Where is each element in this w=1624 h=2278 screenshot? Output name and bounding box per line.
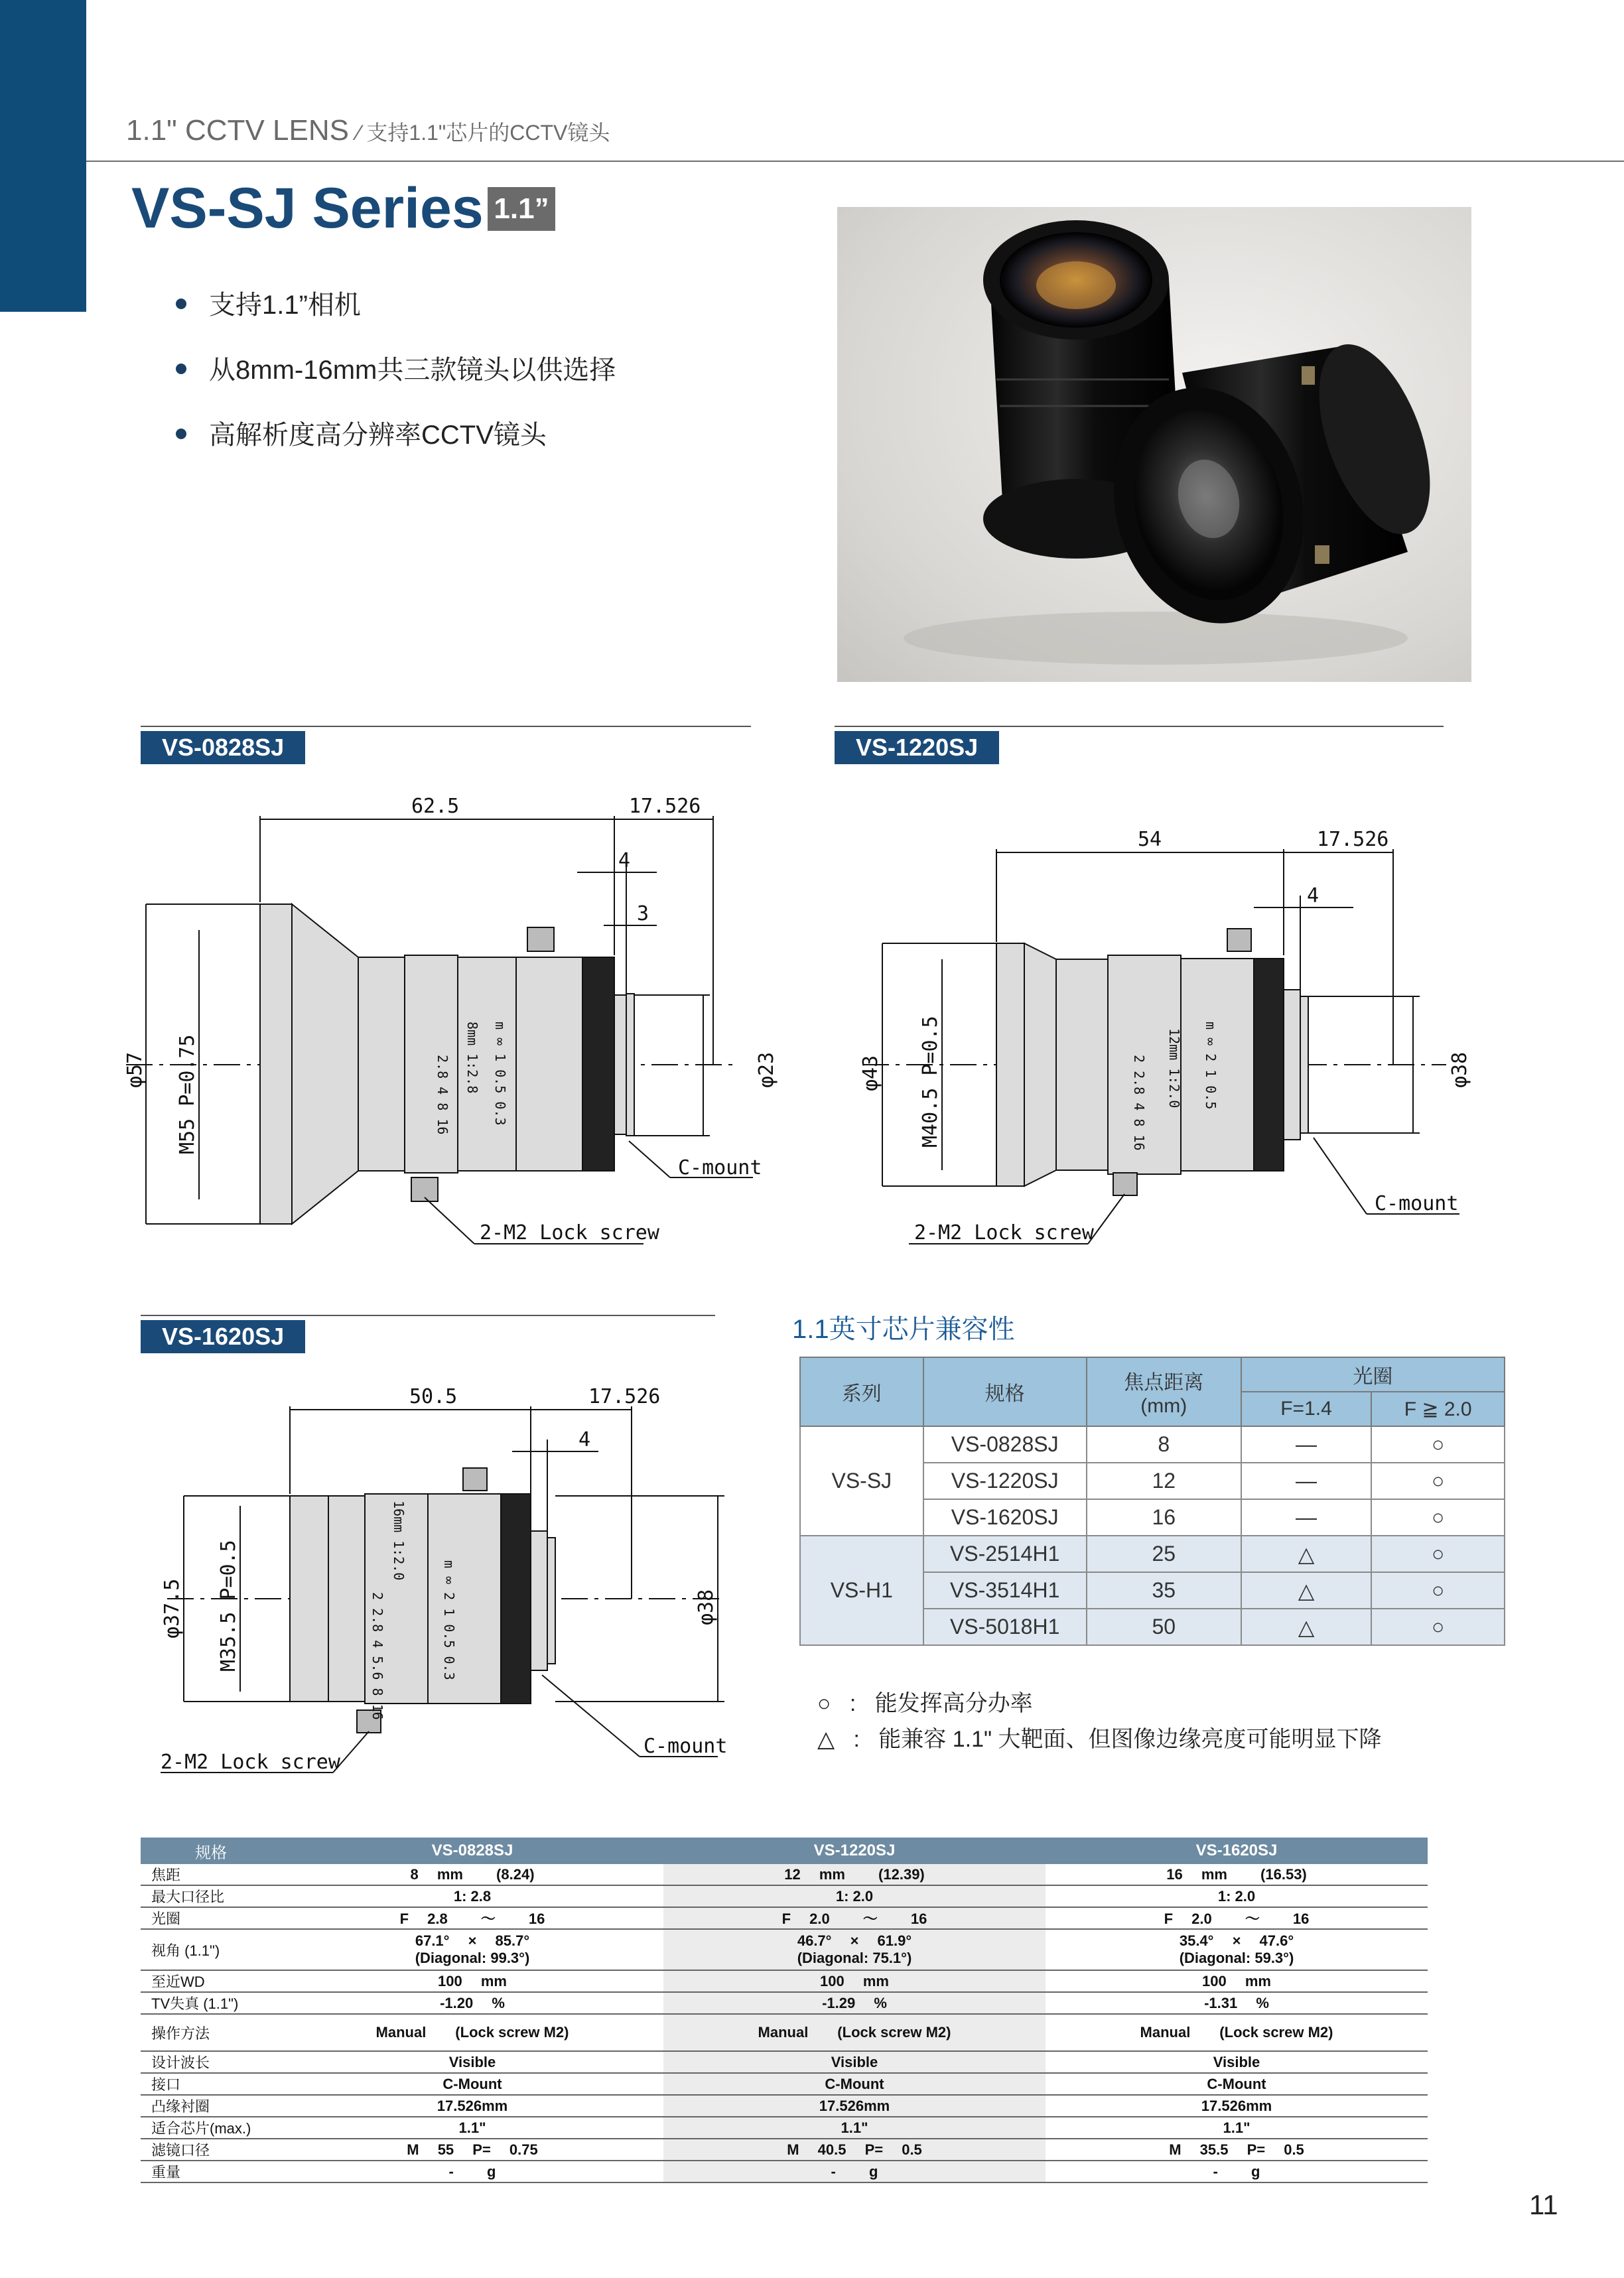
compat-f20: ○: [1371, 1572, 1505, 1609]
front-barrel: [290, 1496, 328, 1702]
spec-value: M 40.5 P= 0.5: [663, 2139, 1046, 2161]
compat-title: 1.1英寸芯片兼容性: [792, 1315, 1015, 1344]
dim-thread: M40.5 P=0.5: [919, 1016, 942, 1148]
header-title: 1.1" CCTV LENS: [126, 114, 349, 147]
compat-focal: 35: [1087, 1572, 1241, 1609]
spec-header-model: VS-0828SJ: [281, 1838, 663, 1864]
leader-line: [425, 1197, 474, 1244]
ring-focus-text: m ∞ 2 1 0.5 0.3: [441, 1560, 457, 1680]
compat-model: VS-1220SJ: [923, 1463, 1087, 1499]
leader-line: [542, 1675, 640, 1757]
spec-label: 光圈: [141, 1907, 281, 1929]
spec-value: 1: 2.0: [663, 1885, 1046, 1907]
front-hood: [996, 943, 1024, 1186]
spec-label: 焦距: [141, 1864, 281, 1885]
compat-header-focal-unit: (mm): [1140, 1395, 1187, 1417]
c-mount: [626, 994, 634, 1136]
page-number: 11: [1529, 2189, 1558, 2220]
lock-screw-label: 2-M2 Lock screw: [161, 1751, 340, 1774]
spec-value-line: 35.4° × 47.6°: [1179, 1932, 1294, 1949]
spec-row: [141, 2161, 1428, 2182]
legend-item: [817, 1685, 1382, 1721]
spec-value: F 2.0 〜 16: [663, 1907, 1046, 1929]
compat-model: VS-0828SJ: [923, 1426, 1087, 1463]
compat-focal: 25: [1087, 1536, 1241, 1572]
dim-thread: M35.5 P=0.5: [217, 1540, 240, 1672]
spec-label: TV失真 (1.1"): [141, 1992, 281, 2014]
sidebar-accent-bar: [0, 0, 86, 312]
feature-list: [176, 284, 616, 479]
feature-item: 从8mm-16mm共三款镜头以供选择: [176, 349, 616, 414]
lock-screw: [1227, 929, 1251, 951]
spec-value: 1: 2.0: [1046, 1885, 1428, 1907]
dim-flange: 17.526: [588, 1385, 661, 1408]
spec-value: [663, 1929, 1046, 1970]
drawing-vs-1220sj: [823, 816, 1486, 1267]
spec-value: 17.526mm: [663, 2095, 1046, 2117]
spec-table: [141, 1838, 1428, 2183]
knurl-ring: [582, 957, 614, 1171]
spec-row: [141, 1929, 1428, 1970]
ring-focal-text: 12mm 1:2.0: [1166, 1028, 1182, 1108]
spec-value-line: (Diagonal: 59.3°): [1179, 1950, 1294, 1966]
compat-f14: —: [1241, 1426, 1371, 1463]
spec-header-row: [141, 1838, 1428, 1864]
lock-screw: [1113, 1173, 1137, 1195]
compat-header-series: 系列: [800, 1357, 923, 1426]
feature-item: 支持1.1”相机: [176, 284, 616, 349]
compat-f14: △: [1241, 1572, 1371, 1609]
spec-row: [141, 2073, 1428, 2095]
drawing-header-0828: [141, 726, 751, 760]
dim-length: 62.5: [411, 795, 460, 818]
compat-table: [799, 1357, 1505, 1646]
drawing-vs-0828sj: [113, 783, 809, 1260]
iris-ring: [428, 1494, 501, 1704]
compat-f20: ○: [1371, 1463, 1505, 1499]
series-title: VS-SJ Series: [131, 176, 484, 240]
lock-screw: [463, 1468, 487, 1491]
knurl-ring: [1254, 959, 1284, 1171]
compat-focal: 12: [1087, 1463, 1241, 1499]
spec-label: 最大口径比: [141, 1885, 281, 1907]
compat-series-cell: VS-SJ: [800, 1426, 923, 1536]
compat-f14: —: [1241, 1499, 1371, 1536]
barrel-section: [358, 957, 405, 1171]
c-mount-label: C-mount: [678, 1156, 762, 1179]
dim-4: 4: [1307, 884, 1320, 907]
spec-value: Visible: [281, 2051, 663, 2073]
spec-value: M 55 P= 0.75: [281, 2139, 663, 2161]
spec-value: C-Mount: [663, 2073, 1046, 2095]
spec-value: 16 mm (16.53): [1046, 1864, 1428, 1885]
spec-value: Manual (Lock screw M2): [1046, 2014, 1428, 2051]
spec-value: Visible: [1046, 2051, 1428, 2073]
spec-row: [141, 1907, 1428, 1929]
spec-value: - g: [281, 2161, 663, 2182]
section-label: VS-0828SJ: [141, 731, 305, 764]
spec-value: 17.526mm: [1046, 2095, 1428, 2117]
spec-value: 17.526mm: [281, 2095, 663, 2117]
spec-header-model: VS-1620SJ: [1046, 1838, 1428, 1864]
dim-4: 4: [618, 849, 631, 872]
spec-value: [1046, 1929, 1428, 1970]
legend-text: 能兼容 1.1" 大靶面、但图像边缘亮度可能明显下降: [878, 1727, 1382, 1752]
spec-label: 凸缘衬圈: [141, 2095, 281, 2117]
compat-legend: [817, 1685, 1382, 1757]
dim-diameter: φ37.5: [161, 1578, 184, 1639]
spec-value: 1.1": [663, 2117, 1046, 2139]
barrel-section: [1056, 959, 1108, 1170]
spec-value: F 2.8 〜 16: [281, 1907, 663, 1929]
spec-label: 设计波长: [141, 2051, 281, 2073]
dim-3: 3: [637, 902, 649, 925]
c-mount: [547, 1538, 555, 1664]
spec-label: 操作方法: [141, 2014, 281, 2051]
page-header: [126, 114, 610, 147]
spec-header-label: 规格: [141, 1838, 281, 1864]
dim-flange: 17.526: [629, 795, 701, 818]
section-label: VS-1220SJ: [835, 731, 999, 764]
c-mount-label: C-mount: [643, 1735, 728, 1758]
spec-label: 适合芯片(max.): [141, 2117, 281, 2139]
ring-fstop-text: 2.8 4 8 16: [435, 1055, 450, 1135]
ring-focus-text: m ∞ 1 0.5 0.3: [492, 1022, 508, 1126]
compat-header-model: 规格: [923, 1357, 1087, 1426]
spec-value: -1.29 %: [663, 1992, 1046, 2014]
spec-label: 接口: [141, 2073, 281, 2095]
dim-diameter: φ57: [123, 1051, 147, 1088]
legend-colon: :: [841, 1727, 872, 1752]
compat-f20: ○: [1371, 1426, 1505, 1463]
spec-value: -1.31 %: [1046, 1992, 1428, 2014]
spec-value: 8 mm (8.24): [281, 1864, 663, 1885]
compat-f14: —: [1241, 1463, 1371, 1499]
front-hood: [260, 904, 292, 1224]
ring-fstop-text: 2 2.8 4 8 16: [1131, 1055, 1147, 1151]
leader-line: [629, 1141, 670, 1177]
lock-screw-label: 2-M2 Lock screw: [480, 1221, 659, 1244]
compat-f14: △: [1241, 1536, 1371, 1572]
spec-value-line: 67.1° × 85.7°: [415, 1932, 530, 1949]
ring-focus-text: m ∞ 2 1 0.5: [1203, 1022, 1219, 1110]
lens-photo-illustration: [837, 207, 1471, 682]
spec-row: [141, 2051, 1428, 2073]
legend-symbol: △: [817, 1727, 835, 1752]
dim-mount-dia: φ38: [1448, 1051, 1471, 1088]
spec-value: Manual (Lock screw M2): [281, 2014, 663, 2051]
dim-diameter: φ43: [859, 1055, 882, 1091]
dim-4: 4: [578, 1428, 591, 1451]
compat-row: [800, 1536, 1505, 1572]
spec-value: - g: [663, 2161, 1046, 2182]
spec-value: 1.1": [1046, 2117, 1428, 2139]
mount-flange: [531, 1531, 547, 1670]
legend-colon: :: [837, 1691, 869, 1716]
lock-screw-label: 2-M2 Lock screw: [914, 1221, 1094, 1244]
spec-value: -1.20 %: [281, 1992, 663, 2014]
dim-length: 54: [1138, 828, 1162, 851]
compat-header-aperture: 光圈: [1241, 1357, 1505, 1392]
drawing-header-1220: [835, 726, 1444, 760]
spec-value: [281, 1929, 663, 1970]
spec-value: 100 mm: [663, 1970, 1046, 1992]
spec-row: [141, 1992, 1428, 2014]
drawing-header-1620: [141, 1315, 715, 1349]
compat-focal: 16: [1087, 1499, 1241, 1536]
dim-mount-dia: φ38: [695, 1589, 718, 1625]
spec-row: [141, 2014, 1428, 2051]
compat-model: VS-5018H1: [923, 1609, 1087, 1645]
header-divider: [86, 161, 1624, 162]
compat-header-f20: F ≧ 2.0: [1371, 1392, 1505, 1426]
section-rule: [141, 1315, 715, 1316]
spec-value: 1.1": [281, 2117, 663, 2139]
compat-model: VS-1620SJ: [923, 1499, 1087, 1536]
ring-focal-text: 16mm 1:2.0: [391, 1501, 407, 1581]
compat-series-cell: VS-H1: [800, 1536, 923, 1645]
header-subtitle: 支持1.1"芯片的CCTV镜头: [366, 121, 610, 145]
compat-row: [800, 1426, 1505, 1463]
lock-screw: [527, 927, 554, 951]
dim-length: 50.5: [409, 1385, 458, 1408]
compat-f14: △: [1241, 1609, 1371, 1645]
c-mount-label: C-mount: [1375, 1192, 1459, 1215]
spec-header-model: VS-1220SJ: [663, 1838, 1046, 1864]
spec-value: 100 mm: [281, 1970, 663, 1992]
spec-value: F 2.0 〜 16: [1046, 1907, 1428, 1929]
spec-value: Manual (Lock screw M2): [663, 2014, 1046, 2051]
mount-flange: [614, 995, 626, 1134]
spec-value: 1: 2.8: [281, 1885, 663, 1907]
leader-line: [1314, 1138, 1367, 1214]
spec-value-line: (Diagonal: 75.1°): [797, 1950, 912, 1966]
section-rule: [141, 726, 751, 727]
spec-value: C-Mount: [281, 2073, 663, 2095]
spec-row: [141, 2117, 1428, 2139]
compat-f20: ○: [1371, 1536, 1505, 1572]
iris-ring: [516, 957, 582, 1171]
spec-row: [141, 1885, 1428, 1907]
dim-mount-dia: φ23: [755, 1051, 778, 1088]
dim-thread: M55 P=0.75: [176, 1034, 199, 1154]
spec-value: 12 mm (12.39): [663, 1864, 1046, 1885]
spec-value: M 35.5 P= 0.5: [1046, 2139, 1428, 2161]
compat-model: VS-2514H1: [923, 1536, 1087, 1572]
legend-text: 能发挥高分办率: [874, 1691, 1033, 1716]
feature-item: 高解析度高分辨率CCTV镜头: [176, 414, 616, 479]
series-badge: 1.1”: [488, 187, 555, 231]
header-separator: ⁄: [357, 121, 367, 145]
spec-label: 重量: [141, 2161, 281, 2182]
section-rule: [835, 726, 1444, 727]
compat-header-focal: [1087, 1357, 1241, 1426]
ring-fstop-text: 2 2.8 4 5.6 8 16: [370, 1592, 385, 1720]
compat-f20: ○: [1371, 1499, 1505, 1536]
compat-header-focal-label: 焦点距离: [1124, 1372, 1204, 1394]
spec-value: C-Mount: [1046, 2073, 1428, 2095]
section-label: VS-1620SJ: [141, 1320, 305, 1353]
front-cone: [1024, 943, 1056, 1186]
product-photo: [837, 207, 1471, 682]
spec-row: [141, 2095, 1428, 2117]
spec-value: Visible: [663, 2051, 1046, 2073]
compat-model: VS-3514H1: [923, 1572, 1087, 1609]
spec-label: 视角 (1.1"): [141, 1929, 281, 1970]
spec-value: - g: [1046, 2161, 1428, 2182]
barrel-section: [328, 1496, 365, 1702]
dim-flange: 17.526: [1317, 828, 1389, 851]
legend-item: [817, 1721, 1382, 1757]
compat-f20: ○: [1371, 1609, 1505, 1645]
spec-value-line: (Diagonal: 99.3°): [415, 1950, 530, 1966]
spec-value-line: 46.7° × 61.9°: [797, 1932, 912, 1949]
ring-focal-text: 8mm 1:2.8: [464, 1022, 480, 1094]
spec-value: 100 mm: [1046, 1970, 1428, 1992]
knurl-ring: [501, 1494, 531, 1704]
spec-row: [141, 1864, 1428, 1885]
mount-flange: [1284, 990, 1300, 1140]
compat-header-f14: F=1.4: [1241, 1392, 1371, 1426]
c-mount: [1300, 996, 1308, 1133]
compat-focal: 8: [1087, 1426, 1241, 1463]
compat-focal: 50: [1087, 1609, 1241, 1645]
front-cone: [292, 904, 358, 1224]
spec-label: 滤镜口径: [141, 2139, 281, 2161]
drawing-vs-1620sj: [141, 1373, 764, 1784]
spec-label: 至近WD: [141, 1970, 281, 1992]
legend-symbol: ○: [817, 1691, 831, 1716]
spec-row: [141, 2139, 1428, 2161]
spec-row: [141, 1970, 1428, 1992]
